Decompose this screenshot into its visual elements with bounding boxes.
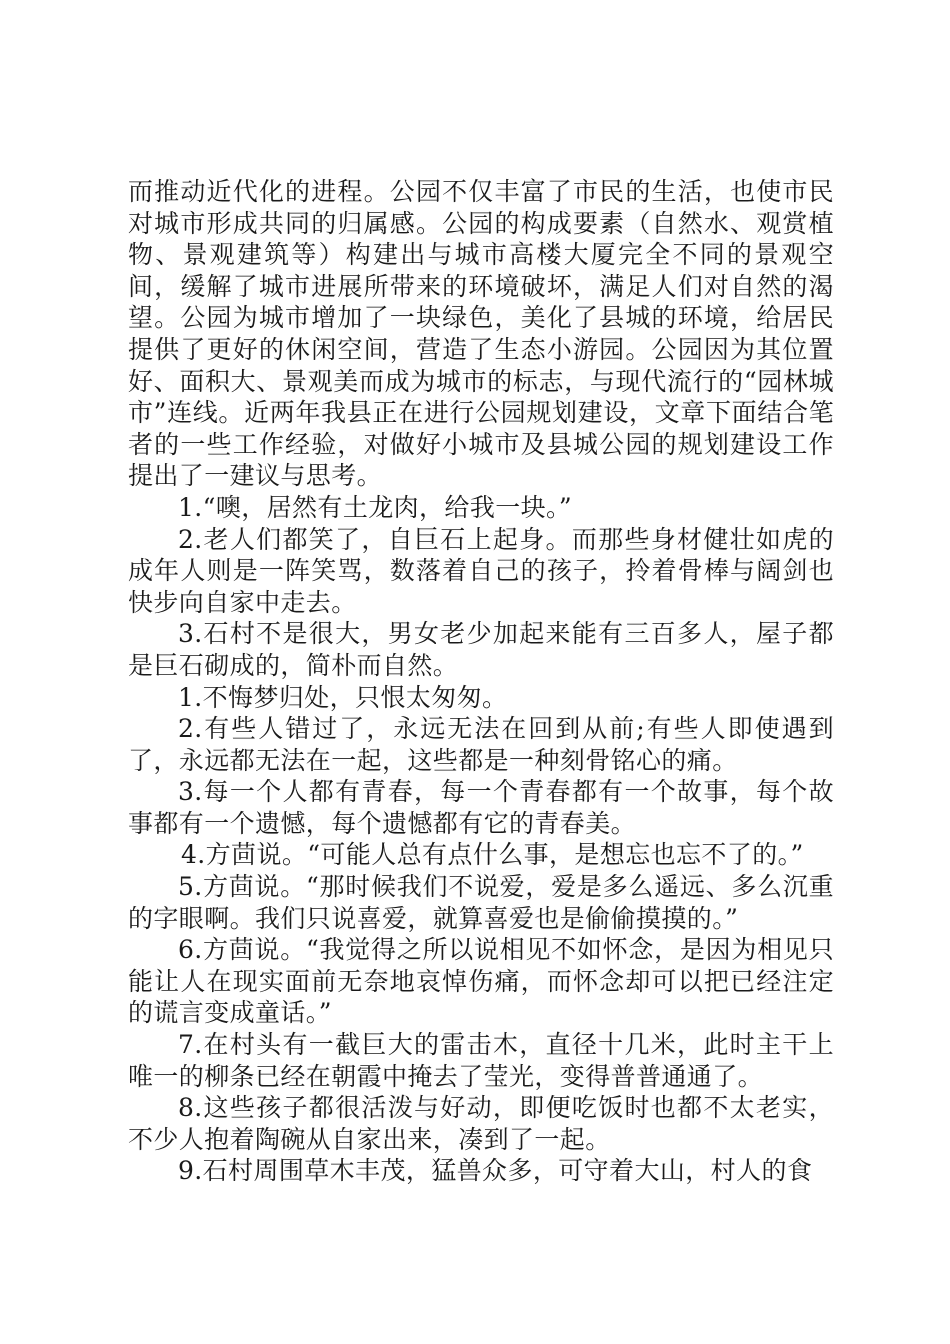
list-item: 9.石村周围草木丰茂，猛兽众多，可守着大山，村人的食 (178, 1156, 813, 1186)
list-item: 8.这些孩子都很活泼与好动，即便吃饭时也都不太老实，不少人抱着陶碗从自家出来，凑到了一起。 (128, 1093, 834, 1154)
list-item: 3.石村不是很大，男女老少加起来能有三百多人，屋子都是巨石砌成的，简朴而自然。 (128, 619, 834, 680)
list-item: 1.不悔梦归处，只恨太匆匆。 (178, 682, 508, 712)
list-item: 7.在村头有一截巨大的雷击木，直径十几米，此时主干上唯一的柳条已经在朝霞中掩去了莹光，变得普普通通了。 (128, 1030, 834, 1091)
list-item: 3.每一个人都有青春，每一个青春都有一个故事，每个故事都有一个遗憾，每个遗憾都有它的青春美。 (128, 777, 834, 838)
list-item: 4.方茴说。“可能人总有点什么事，是想忘也忘不了的。” (181, 840, 804, 870)
document-page (128, 176, 834, 1187)
list-item: 2.有些人错过了，永远无法在回到从前;有些人即使遇到了，永远都无法在一起，这些都是一种刻骨铭心的痛。 (128, 714, 834, 775)
list-item: 1.“噢，居然有土龙肉，给我一块。” (178, 492, 573, 522)
intro-paragraph: 而推动近代化的进程。公园不仅丰富了市民的生活，也使市民对城市形成共同的归属感。公园的构成要素（自然水、观赏植物、景观建筑等）构建出与城市高楼大厦完全不同的景观空间，缓解了城市进展所带来的环境破坏，满足人们对自然的渴望。公园为城市增加了一块绿色，美化了县城的环境，给居民提供了更好的休闲空间，营造了生态小游园。公园因为其位置好、面积大、景观美而成为城市的标志，与现代流行的“园林城市”连线。近两年我县正在进行公园规划建设，文章下面结合笔者的一些工作经验，对做好小城市及县城公园的规划建设工作提出了一建议与思考。 (128, 177, 834, 491)
list-item: 5.方茴说。“那时候我们不说爱，爱是多么遥远、多么沉重的字眼啊。我们只说喜爱，就算喜爱也是偷偷摸摸的。” (128, 872, 834, 933)
list-item: 2.老人们都笑了，自巨石上起身。而那些身材健壮如虎的成年人则是一阵笑骂，数落着自己的孩子，拎着骨棒与阔剑也快步向自家中走去。 (128, 524, 834, 617)
list-item: 6.方茴说。“我觉得之所以说相见不如怀念，是因为相见只能让人在现实面前无奈地哀悼伤痛，而怀念却可以把已经注定的谎言变成童话。” (128, 935, 834, 1028)
